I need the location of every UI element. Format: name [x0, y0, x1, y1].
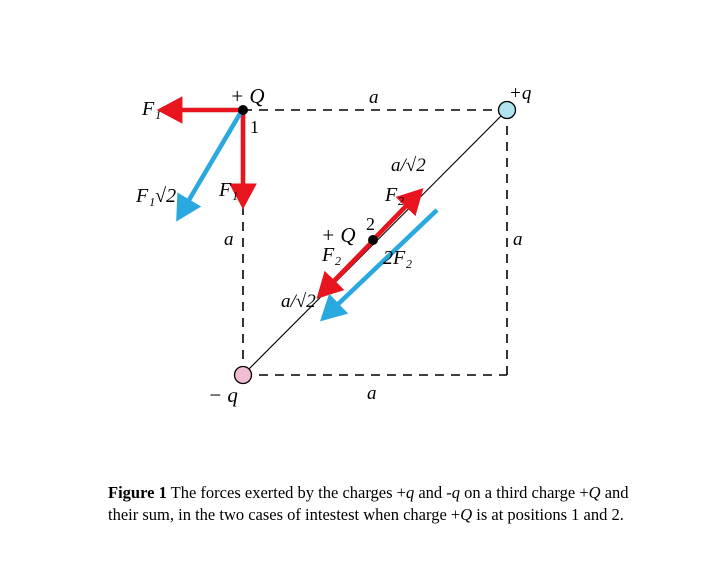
label-force-2f2-resultant: 2F₂ — [383, 247, 413, 269]
label-force-f1-vertical: F₁ — [219, 179, 239, 201]
label-distance-bottom: a — [367, 383, 377, 404]
caption-text-2: and - — [414, 483, 452, 502]
label-force-f1-horizontal: F₁ — [142, 98, 162, 120]
charge-position-2 — [368, 235, 378, 245]
caption-charge-q1: q — [405, 483, 415, 502]
caption-text-3: on a third charge + — [464, 483, 589, 502]
label-charge-middle: + Q — [321, 223, 356, 247]
caption-charge-q2: q — [451, 483, 461, 502]
label-distance-diagonal-upper: a/√2 — [391, 155, 426, 176]
caption-text-5: intestest when charge + — [305, 504, 461, 524]
label-charge-top-right: +q — [509, 83, 532, 104]
caption-charge-Q2: Q — [460, 504, 473, 524]
caption-text-4: and their sum, in the two cases of — [108, 483, 629, 524]
label-distance-top: a — [369, 87, 379, 108]
force-arrow-f2-upper — [373, 202, 410, 240]
charge-positive-q — [499, 102, 516, 119]
label-charge-bottom-left: − q — [208, 383, 238, 407]
label-force-f1-resultant: F₁√2 — [136, 185, 177, 207]
label-position-1: 1 — [250, 117, 259, 137]
caption-charge-Q1: Q — [588, 483, 601, 502]
label-distance-left: a — [224, 229, 234, 250]
caption-text-6: is at positions 1 and 2. — [472, 504, 624, 524]
figure-caption — [108, 482, 648, 526]
label-force-f2-upper: F₂ — [385, 184, 405, 206]
caption-figure-label: Figure 1 — [108, 483, 167, 502]
label-force-f2-lower: F₂ — [322, 244, 342, 266]
label-charge-top-left: + Q — [230, 84, 265, 108]
label-distance-right: a — [513, 229, 523, 250]
caption-text-1: The forces exerted by the charges + — [166, 483, 406, 502]
label-distance-diagonal-lower: a/√2 — [281, 291, 316, 312]
charge-negative-q — [235, 367, 252, 384]
label-position-2: 2 — [366, 214, 375, 234]
